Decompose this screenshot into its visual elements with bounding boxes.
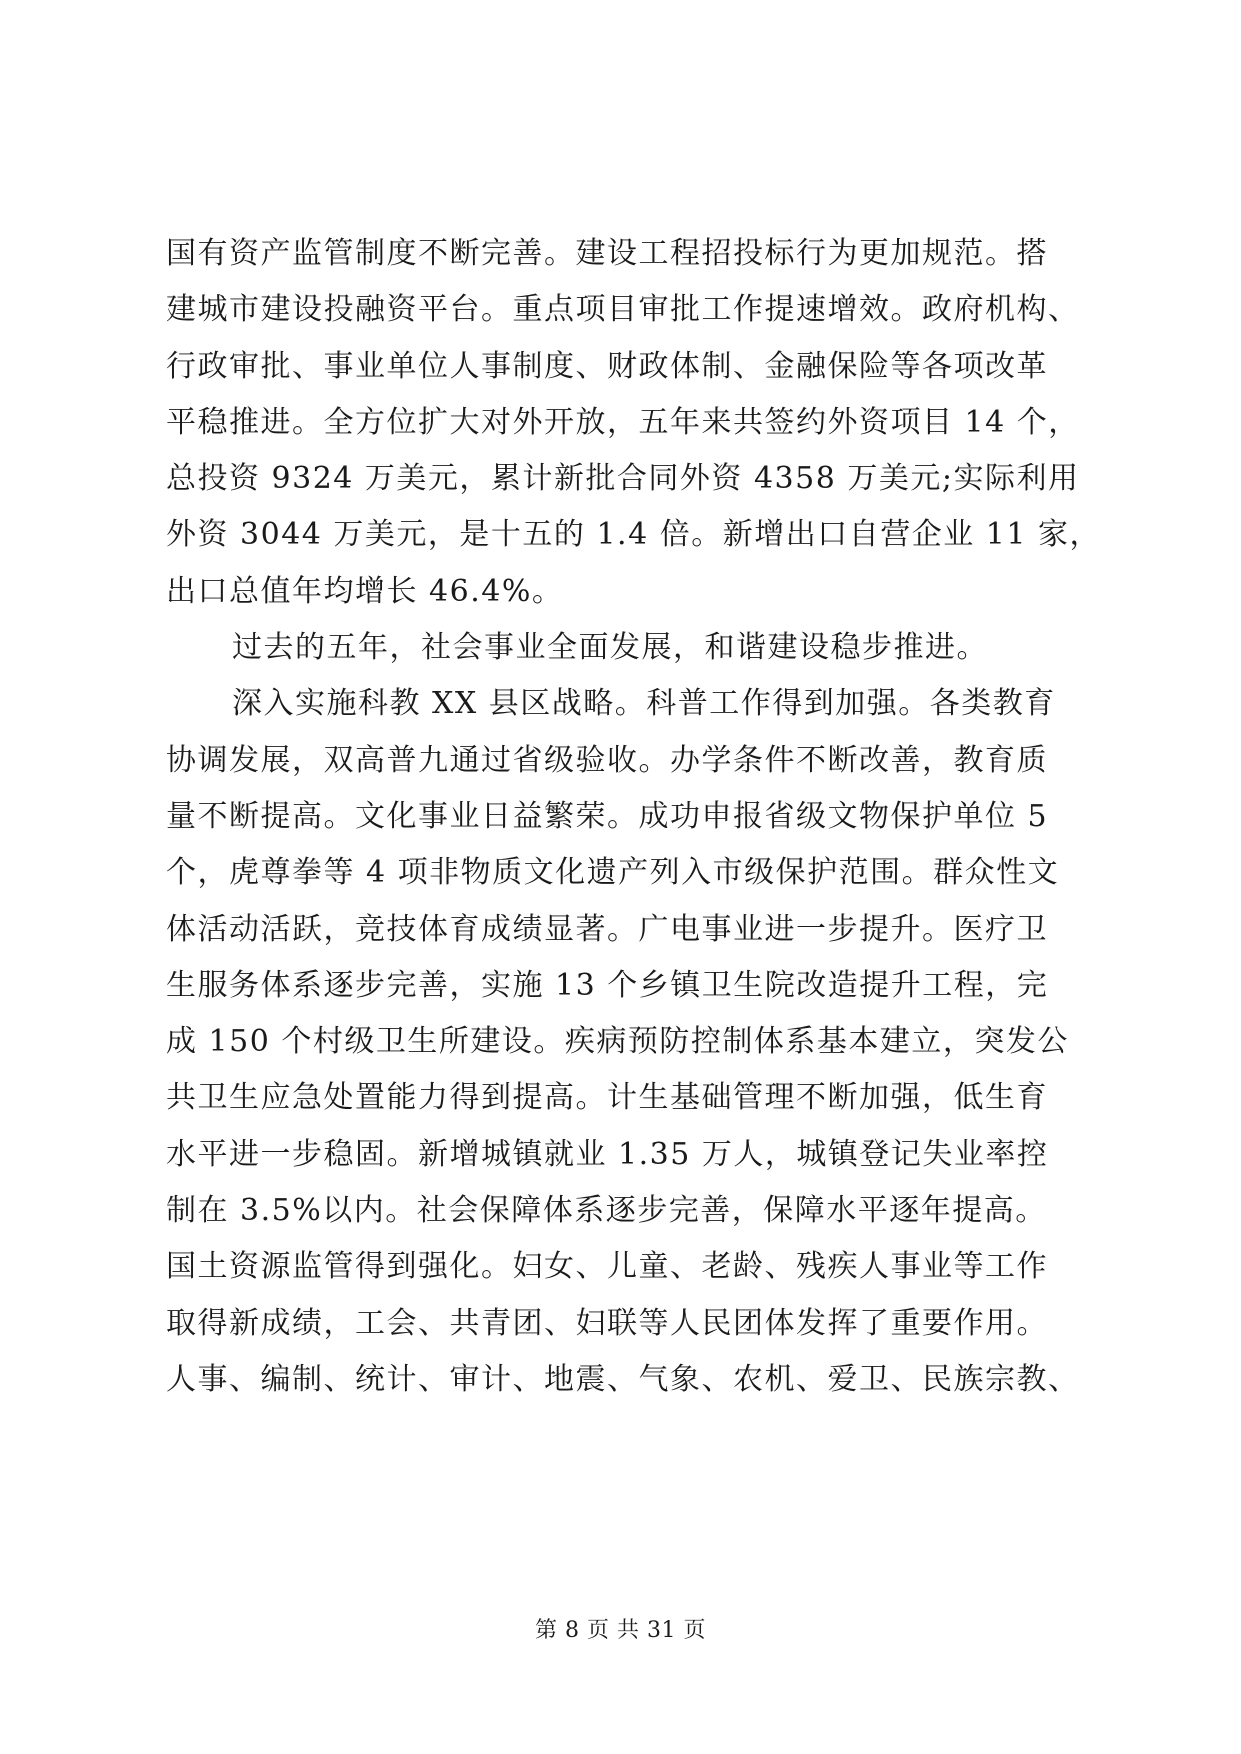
text-line: 总投资 9324 万美元，累计新批合同外资 4358 万美元;实际利用 (166, 461, 1080, 497)
text-line: 生服务体系逐步完善，实施 13 个乡镇卫生院改造提升工程，完 (166, 967, 1049, 1003)
text-line: 行政审批、事业单位人事制度、财政体制、金融保险等各项改革 (166, 348, 1048, 384)
text-line: 出口总值年均增长 46.4%。 (166, 573, 564, 609)
text-line: 国有资产监管制度不断完善。建设工程招投标行为更加规范。搭 (166, 236, 1048, 271)
text-line: 国土资源监管得到强化。妇女、儿童、老龄、残疾人事业等工作 (166, 1249, 1048, 1285)
text-line: 制在 3.5%以内。社会保障体系逐步完善，保障水平逐年提高。 (166, 1193, 1047, 1229)
text-line: 共卫生应急处置能力得到提高。计生基础管理不断加强，低生育 (166, 1080, 1048, 1116)
page-number-footer: 第 8 页 共 31 页 (535, 1618, 706, 1643)
text-line: 个，虎尊拳等 4 项非物质文化遗产列入市级保护范围。群众性文 (166, 855, 1060, 891)
text-line: 体活动活跃，竞技体育成绩显著。广电事业进一步提升。医疗卫 (166, 911, 1048, 947)
text-line: 人事、编制、统计、审计、地震、气象、农机、爱卫、民族宗教、 (166, 1361, 1080, 1397)
text-line: 外资 3044 万美元，是十五的 1.4 倍。新增出口自营企业 11 家， (166, 517, 1101, 553)
text-line: 取得新成绩，工会、共青团、妇联等人民团体发挥了重要作用。 (166, 1305, 1048, 1341)
text-line: 量不断提高。文化事业日益繁荣。成功申报省级文物保护单位 5 (166, 798, 1049, 834)
text-line: 建城市建设投融资平台。重点项目审批工作提速增效。政府机构、 (166, 292, 1080, 328)
text-line: 成 150 个村级卫生所建设。疾病预防控制体系基本建立，突发公 (166, 1024, 1069, 1060)
text-line: 过去的五年，社会事业全面发展，和谐建设稳步推进。 (232, 630, 988, 666)
text-line: 平稳推进。全方位扩大对外开放，五年来共签约外资项目 14 个， (166, 404, 1080, 440)
text-line: 水平进一步稳固。新增城镇就业 1.35 万人，城镇登记失业率控 (166, 1136, 1049, 1172)
text-line: 深入实施科教 XX 县区战略。科普工作得到加强。各类教育 (232, 686, 1056, 722)
document-body (166, 226, 1101, 1408)
text-line: 协调发展，双高普九通过省级验收。办学条件不断改善，教育质 (166, 742, 1048, 778)
